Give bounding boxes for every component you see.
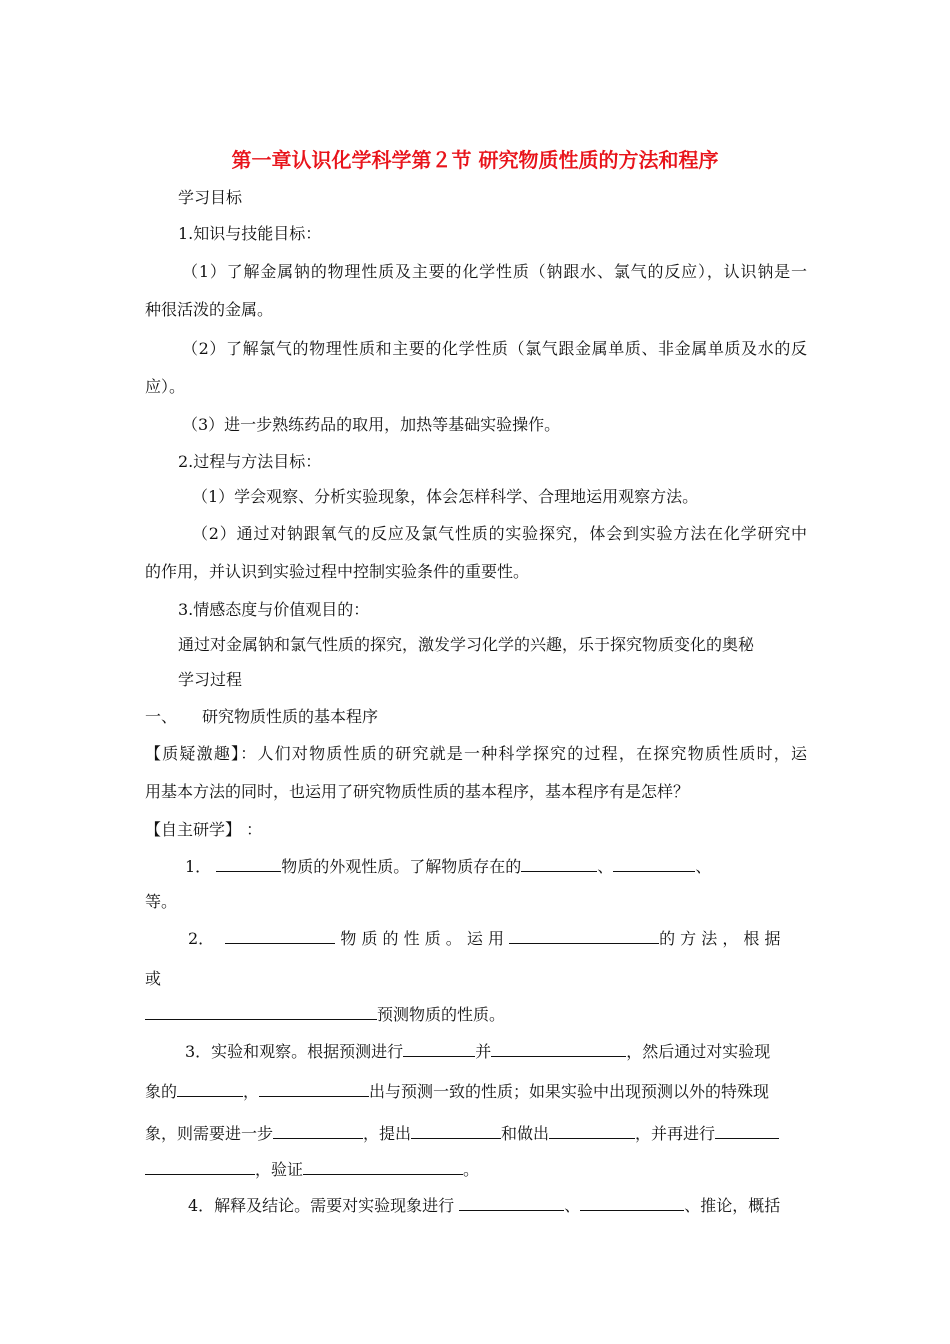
goal-1-item-1-cont: 种很活泼的金属。 [145,300,274,319]
question-3-cont-3 [145,1158,479,1182]
answer-blank[interactable] [259,1080,369,1097]
goal-1-item-2: （2）了解氯气的物理性质和主要的化学性质（氯气跟金属单质、非金属单质及水的反 [182,339,807,358]
question-2-cont-2 [145,1003,505,1027]
question-4 [188,1194,780,1218]
question-3 [185,1040,770,1064]
goal-2-item-2: （2）通过对钠跟氧气的反应及氯气性质的实验探究，体会到实验方法在化学研究中 [192,524,807,543]
section-heading-learning-goals: 学习目标 [178,188,243,207]
question-3-text-f: 出与预测一致的性质；如果实验中出现预测以外的特殊现 [369,1082,770,1101]
goal-1-item-2-cont: 应）。 [145,377,186,396]
question-2-text-c: 预测物质的性质。 [377,1005,506,1024]
answer-blank[interactable] [403,1040,475,1057]
goal-1-item-3: （3）进一步熟练药品的取用，加热等基础实验操作。 [182,415,561,434]
answer-blank[interactable] [549,1122,635,1139]
question-2-number: 2． [188,929,215,948]
answer-blank[interactable] [613,855,695,872]
punctuation: ， [243,1082,260,1101]
punctuation: 、 [695,857,712,876]
goal-2-heading: 2.过程与方法目标： [178,452,322,471]
answer-blank[interactable] [273,1122,363,1139]
goal-1-heading: 1.知识与技能目标： [178,224,322,243]
answer-blank[interactable] [225,927,335,944]
answer-blank[interactable] [459,1194,564,1211]
question-2 [188,927,781,951]
answer-blank[interactable] [715,1122,779,1139]
question-3-text-d: 象的 [145,1082,178,1101]
punctuation: 、 [597,857,614,876]
answer-blank[interactable] [216,855,281,872]
goal-3-heading: 3.情感态度与价值观目的： [178,600,370,619]
question-3-text: 3．实验和观察。根据预测进行 [185,1042,404,1061]
question-3-text-g: 象，则需要进一步 [145,1124,274,1143]
answer-blank[interactable] [177,1080,243,1097]
question-3-cont [145,1080,769,1104]
question-4-text: 4．解释及结论。需要对实验现象进行 [188,1196,455,1215]
answer-blank[interactable] [145,1003,377,1020]
goal-3-text: 通过对金属钠和氯气性质的探究，激发学习化学的兴趣，乐于探究物质变化的奥秘 [178,635,755,654]
answer-blank[interactable] [521,855,597,872]
answer-blank[interactable] [303,1158,463,1175]
page-title: 第一章认识化学科学第２节 研究物质性质的方法和程序 [231,148,719,172]
question-4-text-b: 、推论，概括 [684,1196,781,1215]
goal-2-item-1: （1）学会观察、分析实验现象，体会怎样科学、合理地运用观察方法。 [192,487,699,506]
question-3-text-k: ，验证 [255,1160,304,1179]
question-1-number: 1． [185,857,212,876]
question-2-text-b: 的 方 法 ， 根 据 [659,929,781,948]
question-intro-cont: 用基本方法的同时，也运用了研究物质性质的基本程序，基本程序有是怎样？ [145,782,690,801]
question-1-cont: 等。 [145,892,178,911]
goal-1-item-1: （1）了解金属钠的物理性质及主要的化学性质（钠跟水、氯气的反应），认识钠是一 [182,262,807,281]
answer-blank[interactable] [411,1122,501,1139]
self-study-heading: 【自主研学】 ： [145,820,263,839]
answer-blank[interactable] [491,1040,626,1057]
answer-blank[interactable] [580,1194,684,1211]
question-intro: 【质疑激趣】：人们对物质性质的研究就是一种科学探究的过程，在探究物质性质时，运 [145,744,807,763]
question-1 [185,855,711,879]
goal-2-item-2-cont: 的作用，并认识到实验过程中控制实验条件的重要性。 [145,562,530,581]
punctuation: 、 [564,1196,581,1215]
question-3-text-c: ，然后通过对实验现 [626,1042,771,1061]
question-2-text: 物 质 的 性 质 。 运 用 [340,929,504,948]
question-3-text-h: ，提出 [363,1124,412,1143]
question-3-text-j: ，并再进行 [635,1124,716,1143]
section-heading-learning-process: 学习过程 [178,670,243,689]
part-1-heading: 研究物质性质的基本程序 [202,707,379,726]
question-2-cont: 或 [145,969,162,988]
part-1-number: 一、 [145,707,178,726]
answer-blank[interactable] [145,1158,255,1175]
question-1-text: 物质的外观性质。了解物质存在的 [281,857,522,876]
question-3-text-i: 和做出 [501,1124,550,1143]
punctuation: 。 [463,1160,480,1179]
answer-blank[interactable] [509,927,659,944]
question-3-text-b: 并 [475,1042,492,1061]
question-3-cont-2 [145,1122,779,1146]
